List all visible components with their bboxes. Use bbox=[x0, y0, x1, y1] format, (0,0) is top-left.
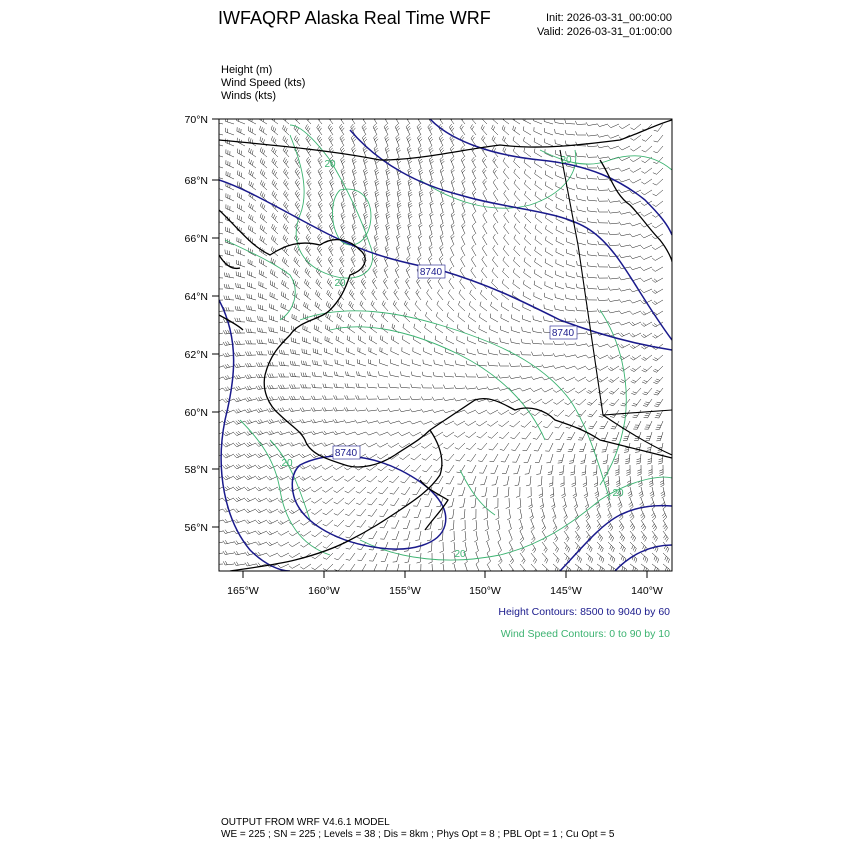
lat-label: 68°N bbox=[184, 175, 208, 187]
chart-title: IWFAQRP Alaska Real Time WRF bbox=[218, 8, 491, 28]
wind-speed-contours-note: Wind Speed Contours: 0 to 90 by 10 bbox=[500, 628, 670, 640]
lon-label: 160°W bbox=[308, 585, 340, 597]
lat-label: 70°N bbox=[184, 114, 208, 126]
lat-label: 60°N bbox=[184, 407, 208, 419]
lon-ticks bbox=[243, 571, 647, 578]
legend-wind-speed: Wind Speed (kts) bbox=[221, 77, 306, 89]
lat-label: 62°N bbox=[184, 349, 208, 361]
lon-label: 165°W bbox=[227, 585, 259, 597]
lon-label: 145°W bbox=[550, 585, 582, 597]
wind-speed-contour-label: 20 bbox=[560, 155, 572, 166]
wind-speed-contour-label: 20 bbox=[454, 549, 466, 560]
height-contour-label: 8740 bbox=[334, 448, 358, 459]
init-time: Init: 2026-03-31_00:00:00 bbox=[546, 12, 672, 24]
wind-speed-contour-label: 20 bbox=[281, 458, 293, 469]
model-output-line: OUTPUT FROM WRF V4.6.1 MODEL bbox=[221, 817, 390, 828]
lon-label: 150°W bbox=[469, 585, 501, 597]
lon-label: 140°W bbox=[631, 585, 663, 597]
wind-speed-contour-label: 20 bbox=[324, 159, 336, 170]
wind-speed-contour-label: 20 bbox=[334, 278, 346, 289]
model-config-line: WE = 225 ; SN = 225 ; Levels = 38 ; Dis = 8km ; Phys Opt = 8 ; PBL Opt = 1 ; Cu Opt = 5 bbox=[221, 829, 615, 840]
lat-ticks bbox=[212, 119, 219, 527]
height-contour-label: 8740 bbox=[551, 328, 575, 339]
height-contour-label: 8740 bbox=[419, 267, 443, 278]
height-contours-note: Height Contours: 8500 to 9040 by 60 bbox=[498, 606, 670, 618]
lon-label: 155°W bbox=[389, 585, 421, 597]
lat-label: 58°N bbox=[184, 464, 208, 476]
lat-label: 56°N bbox=[184, 522, 208, 534]
wind-speed-contour-label: 20 bbox=[612, 488, 624, 499]
lat-label: 66°N bbox=[184, 233, 208, 245]
legend-height: Height (m) bbox=[221, 64, 273, 76]
valid-time: Valid: 2026-03-31_01:00:00 bbox=[537, 26, 672, 38]
lat-label: 64°N bbox=[184, 291, 208, 303]
legend-winds: Winds (kts) bbox=[221, 90, 276, 102]
